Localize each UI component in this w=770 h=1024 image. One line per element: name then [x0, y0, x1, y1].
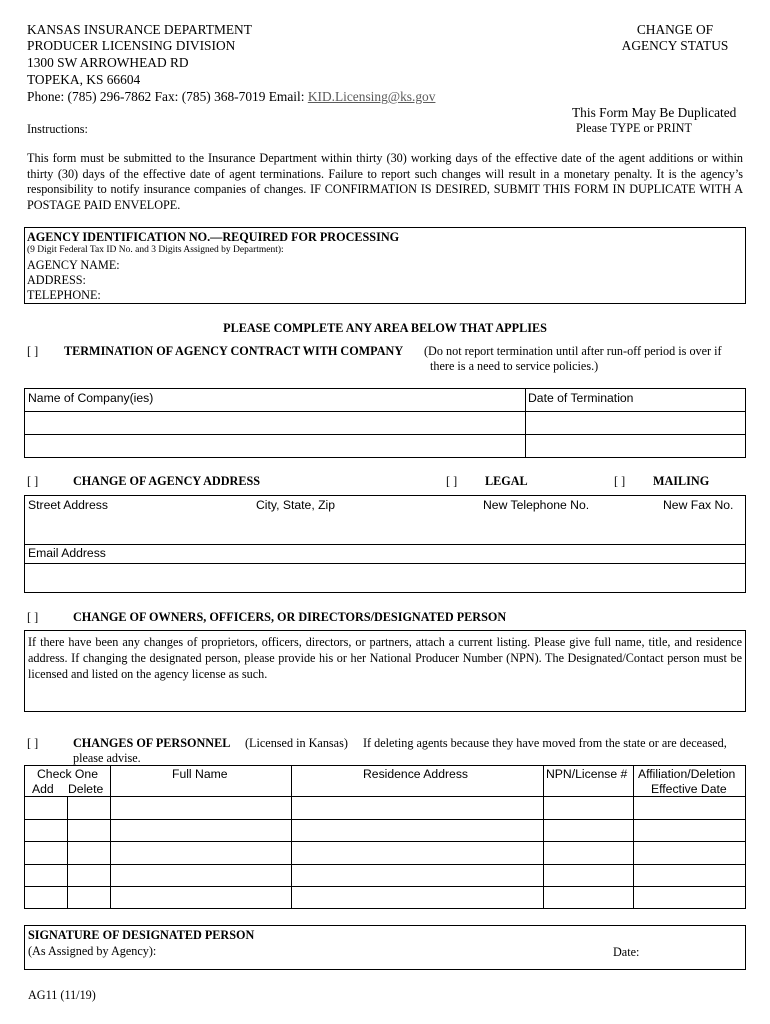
affiliation-header-2: Effective Date	[651, 782, 727, 796]
new-telephone-header: New Telephone No.	[483, 498, 590, 512]
address-change-title: CHANGE OF AGENCY ADDRESS	[73, 474, 261, 488]
personnel-row[interactable]	[25, 865, 745, 885]
email-entry-field[interactable]	[25, 564, 745, 592]
signature-title: SIGNATURE OF DESIGNATED PERSON	[28, 928, 255, 942]
form-title-line1: CHANGE OF	[636, 22, 714, 37]
agency-name-label: AGENCY NAME:	[27, 258, 120, 272]
instructions-label: Instructions:	[27, 122, 88, 136]
check-one-header: Check One	[37, 767, 98, 781]
affiliation-header-1: Affiliation/Deletion	[638, 767, 736, 781]
mailing-checkbox[interactable]: [ ]	[614, 474, 626, 488]
termination-note-1: (Do not report termination until after run-off period is over if	[424, 344, 722, 358]
add-header: Add	[32, 782, 54, 796]
residence-header: Residence Address	[363, 767, 469, 781]
department-name: KANSAS INSURANCE DEPARTMENT	[27, 22, 252, 37]
signature-date-label: Date:	[613, 945, 640, 959]
personnel-row[interactable]	[25, 797, 745, 818]
type-print-note: Please TYPE or PRINT	[576, 121, 692, 135]
company-name-cell[interactable]	[25, 412, 524, 433]
delete-header: Delete	[68, 782, 104, 796]
duplicated-note: This Form May Be Duplicated	[572, 105, 737, 120]
street-address-header: Street Address	[28, 498, 108, 512]
agency-telephone-label: TELEPHONE:	[27, 288, 101, 302]
termination-date-cell[interactable]	[526, 412, 745, 433]
agency-id-note: (9 Digit Federal Tax ID No. and 3 Digits Assigned by Department):	[27, 245, 284, 255]
personnel-row[interactable]	[25, 887, 745, 908]
personnel-note-1: If deleting agents because they have moved from the state or are deceased,	[363, 736, 727, 750]
email-link[interactable]: KID.Licensing@ks.gov	[307, 89, 436, 104]
city-state-zip-header: City, State, Zip	[256, 498, 336, 512]
agency-id-label-bold: AGENCY IDENTIFICATION NO.	[27, 230, 211, 244]
signature-assigned: (As Assigned by Agency):	[28, 944, 157, 958]
email-address-header: Email Address	[28, 546, 106, 560]
npn-header: NPN/License #	[546, 767, 628, 781]
termination-date-header: Date of Termination	[528, 391, 634, 405]
personnel-title: CHANGES OF PERSONNEL	[73, 736, 231, 750]
address-entry-field[interactable]	[25, 514, 745, 543]
termination-note-2: there is a need to service policies.)	[430, 359, 599, 373]
contact-line	[27, 89, 435, 106]
form-number: AG11 (11/19)	[28, 988, 96, 1002]
new-fax-header: New Fax No.	[663, 498, 734, 512]
instructions-text: This form must be submitted to the Insurance Department within thirty (30) working days of the effective date of the agent additions or within thirty (30) days of the effective date of agent terminations. Failure to report such changes will result in a monetary penalty. It is the agency’s responsibility to notify insurance companies of changes. IF CONFIRMATION IS DESIRED, SUBMIT THIS FORM IN DUPLICATE WITH A POSTAGE PAID ENVELOPE.	[27, 151, 743, 212]
division-name: PRODUCER LICENSING DIVISION	[27, 38, 236, 53]
full-name-header: Full Name	[172, 767, 228, 781]
legal-label: LEGAL	[485, 474, 528, 488]
owners-title: CHANGE OF OWNERS, OFFICERS, OR DIRECTORS/DESIGNATED PERSON	[73, 610, 507, 624]
personnel-row[interactable]	[25, 820, 745, 840]
street-address: 1300 SW ARROWHEAD RD	[27, 55, 189, 70]
termination-checkbox[interactable]: [ ]	[27, 344, 39, 358]
form-title-line2: AGENCY STATUS	[621, 38, 729, 53]
agency-id-required: —REQUIRED FOR PROCESSING	[210, 230, 400, 244]
termination-title: TERMINATION OF AGENCY CONTRACT WITH COMPANY	[64, 344, 404, 358]
personnel-licensed: (Licensed in Kansas)	[245, 736, 348, 750]
agency-id-label	[27, 230, 399, 245]
owners-text: If there have been any changes of proprietors, officers, directors, or partners, attach a current listing. Please give full name, title, and residence address. If changing the designated person, please provide his or her National Producer Number (NPN). The Designated/Contact person must be licensed and listed on the agency license as such.	[28, 635, 742, 681]
city-address: TOPEKA, KS 66604	[27, 72, 141, 87]
personnel-row[interactable]	[25, 842, 745, 863]
agency-address-label: ADDRESS:	[27, 273, 86, 287]
termination-date-cell[interactable]	[526, 435, 745, 457]
legal-checkbox[interactable]: [ ]	[446, 474, 458, 488]
personnel-note-2: please advise.	[73, 751, 141, 765]
personnel-checkbox[interactable]: [ ]	[27, 736, 39, 750]
company-name-cell[interactable]	[25, 435, 524, 457]
owners-checkbox[interactable]: [ ]	[27, 610, 39, 624]
mailing-label: MAILING	[653, 474, 710, 488]
contact-prefix: Phone: (785) 296-7862 Fax: (785) 368-7019 Email:	[27, 89, 308, 104]
company-name-header: Name of Company(ies)	[28, 391, 154, 405]
address-change-checkbox[interactable]: [ ]	[27, 474, 39, 488]
complete-heading: PLEASE COMPLETE ANY AREA BELOW THAT APPLIES	[223, 321, 547, 335]
